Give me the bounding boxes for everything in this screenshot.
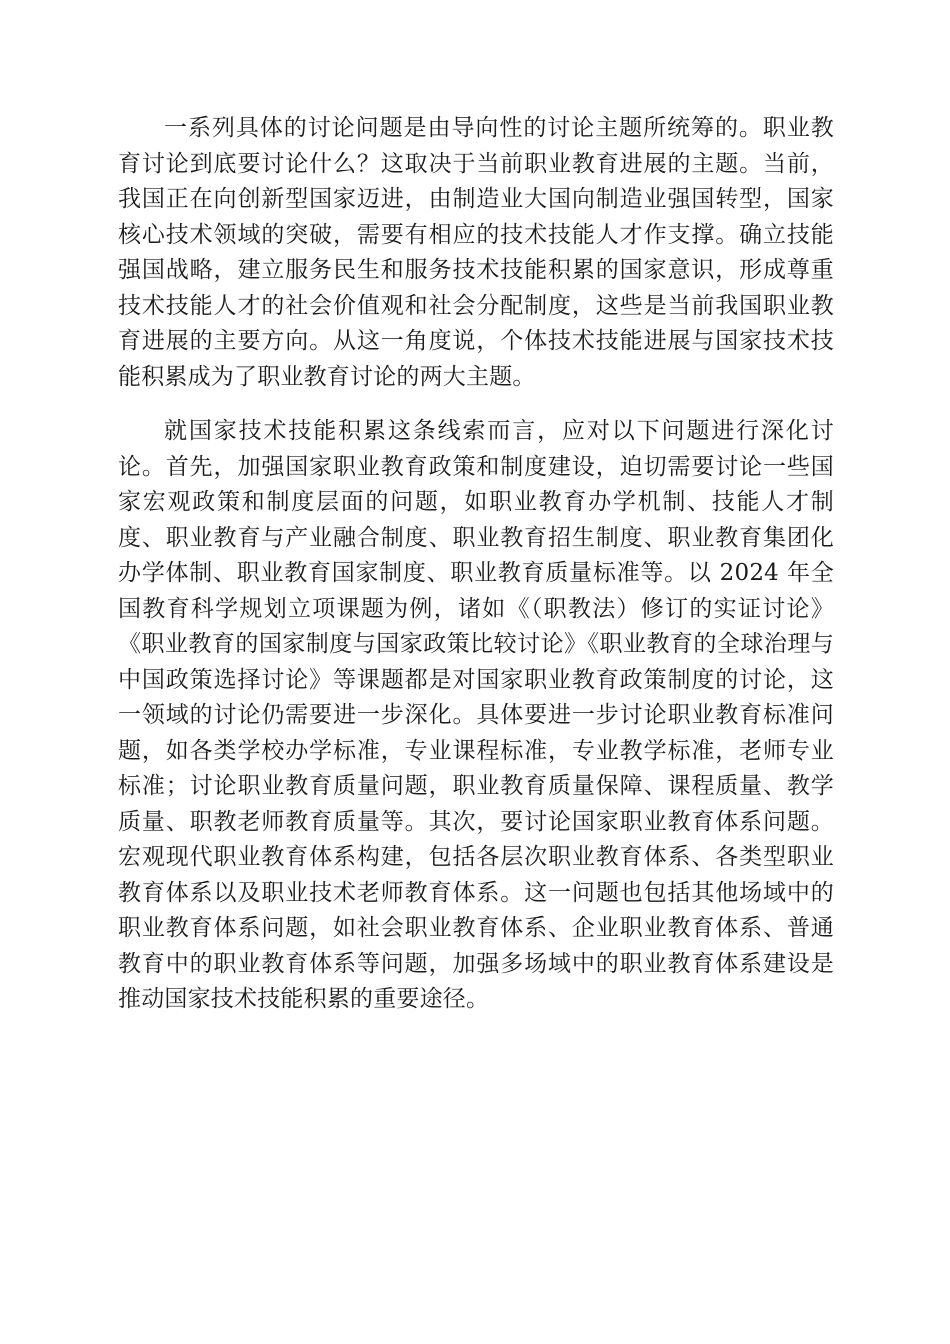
paragraph-1: 一系列具体的讨论问题是由导向性的讨论主题所统筹的。职业教育讨论到底要讨论什么？这取决于当前职业教育进展的主题。当前，我国正在向创新型国家迈进，由制造业大国向制造业强国转型，国家核心技术领域的突破，需要有相应的技术技能人才作支撑。确立技能强国战略，建立服务民生和服务技术技能积累的国家意识，形成尊重技术技能人才的社会价值观和社会分配制度，这些是当前我国职业教育进展的主要方向。从这一角度说，个体技术技能进展与国家技术技能积累成为了职业教育讨论的两大主题。 [118, 115, 834, 390]
paragraph-2: 就国家技术技能积累这条线索而言，应对以下问题进行深化讨论。首先，加强国家职业教育政策和制度建设，迫切需要讨论一些国家宏观政策和制度层面的问题，如职业教育办学机制、技能人才制度、职业教育与产业融合制度、职业教育招生制度、职业教育集团化办学体制、职业教育国家制度、职业教育质量标准等。以 2024 年全国教育科学规划立项课题为例，诸如《（职教法）修订的实证讨论》《职业教育的国家制度与国家政策比较讨论》《职业教育的全球治理与中国政策选择讨论》等课题都是对国家职业教育政策制度的讨论，这一领域的讨论仍需要进一步深化。具体要进一步讨论职业教育标准问题，如各类学校办学标准，专业课程标准，专业教学标准，老师专业标准；讨论职业教育质量问题，职业教育质量保障、课程质量、教学质量、职教老师教育质量等。其次，要讨论国家职业教育体系问题。宏观现代职业教育体系构建，包括各层次职业教育体系、各类型职业教育体系以及职业技术老师教育体系。这一问题也包括其他场域中的职业教育体系问题，如社会职业教育体系、企业职业教育体系、普通教育中的职业教育体系等问题，加强多场域中的职业教育体系建设是推动国家技术技能积累的重要途径。 [118, 418, 834, 1012]
document-body [118, 111, 834, 1018]
